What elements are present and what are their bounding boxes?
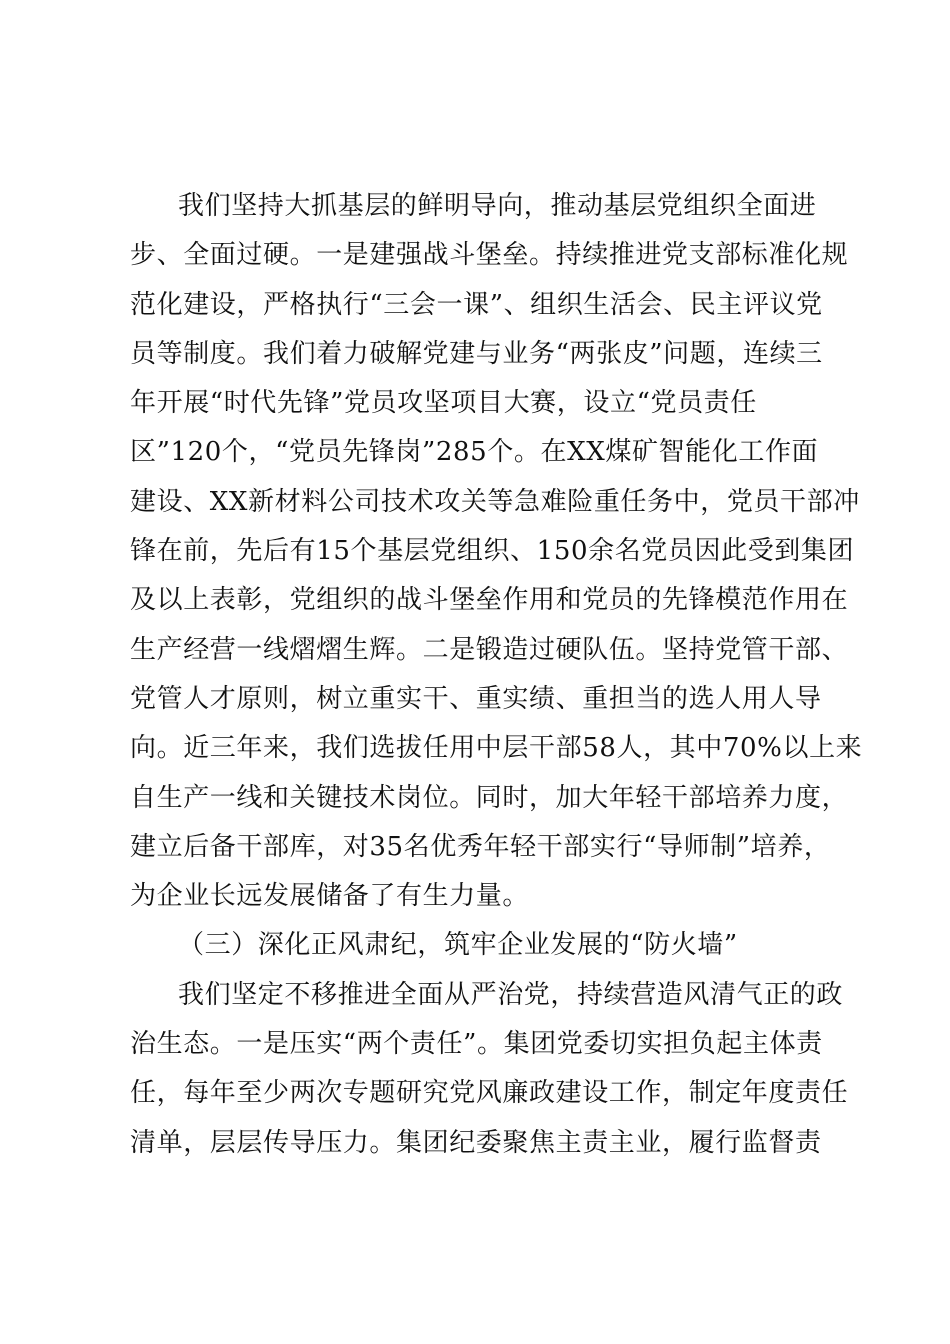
text-line: 治生态。一是压实“两个责任”。集团党委切实担负起主体责 <box>130 1029 823 1060</box>
paragraph-grassroots <box>130 182 863 921</box>
text-line: 我们坚定不移推进全面从严治党，持续营造风清气正的政 <box>178 979 844 1010</box>
text-line: 清单，层层传导压力。集团纪委聚焦主责主业，履行监督责 <box>130 1127 822 1158</box>
text-line: 区”120个，“党员先锋岗”285个。在XX煤矿智能化工作面 <box>130 437 819 468</box>
text-line: 步、全面过硬。一是建强战斗堡垒。持续推进党支部标准化规 <box>130 240 849 271</box>
text-line: 年开展“时代先锋”党员攻坚项目大赛，设立“党员责任 <box>130 388 757 419</box>
text-line: 向。近三年来，我们选拔任用中层干部58人，其中70%以上来 <box>130 733 863 764</box>
text-line: 员等制度。我们着力破解党建与业务“两张皮”问题，连续三 <box>130 338 823 369</box>
document-body <box>130 182 863 1168</box>
text-line: 锋在前，先后有15个基层党组织、150余名党员因此受到集团 <box>130 536 855 567</box>
text-line: 我们坚持大抓基层的鲜明导向，推动基层党组织全面进 <box>178 191 817 221</box>
text-line: 及以上表彰，党组织的战斗堡垒作用和党员的先锋模范作用在 <box>130 585 849 616</box>
text-line: 党管人才原则，树立重实干、重实绩、重担当的选人用人导 <box>130 683 822 714</box>
paragraph-discipline <box>130 971 849 1168</box>
text-line: 生产经营一线熠熠生辉。二是锻造过硬队伍。坚持党管干部、 <box>130 634 849 665</box>
text-line: 建设、XX新材料公司技术攻关等急难险重任务中，党员干部冲 <box>130 486 860 517</box>
text-line: 为企业长远发展储备了有生力量。 <box>130 881 530 912</box>
text-line: 任，每年至少两次专题研究党风廉政建设工作，制定年度责任 <box>130 1078 849 1109</box>
heading-line: （三）深化正风肃纪，筑牢企业发展的“防火墙” <box>178 930 738 961</box>
text-line: 建立后备干部库，对35名优秀年轻干部实行“导师制”培养， <box>130 831 831 862</box>
text-line: 自生产一线和关键技术岗位。同时，加大年轻干部培养力度， <box>130 782 849 813</box>
section-heading <box>130 921 840 970</box>
text-line: 范化建设，严格执行“三会一课”、组织生活会、民主评议党 <box>130 289 823 320</box>
